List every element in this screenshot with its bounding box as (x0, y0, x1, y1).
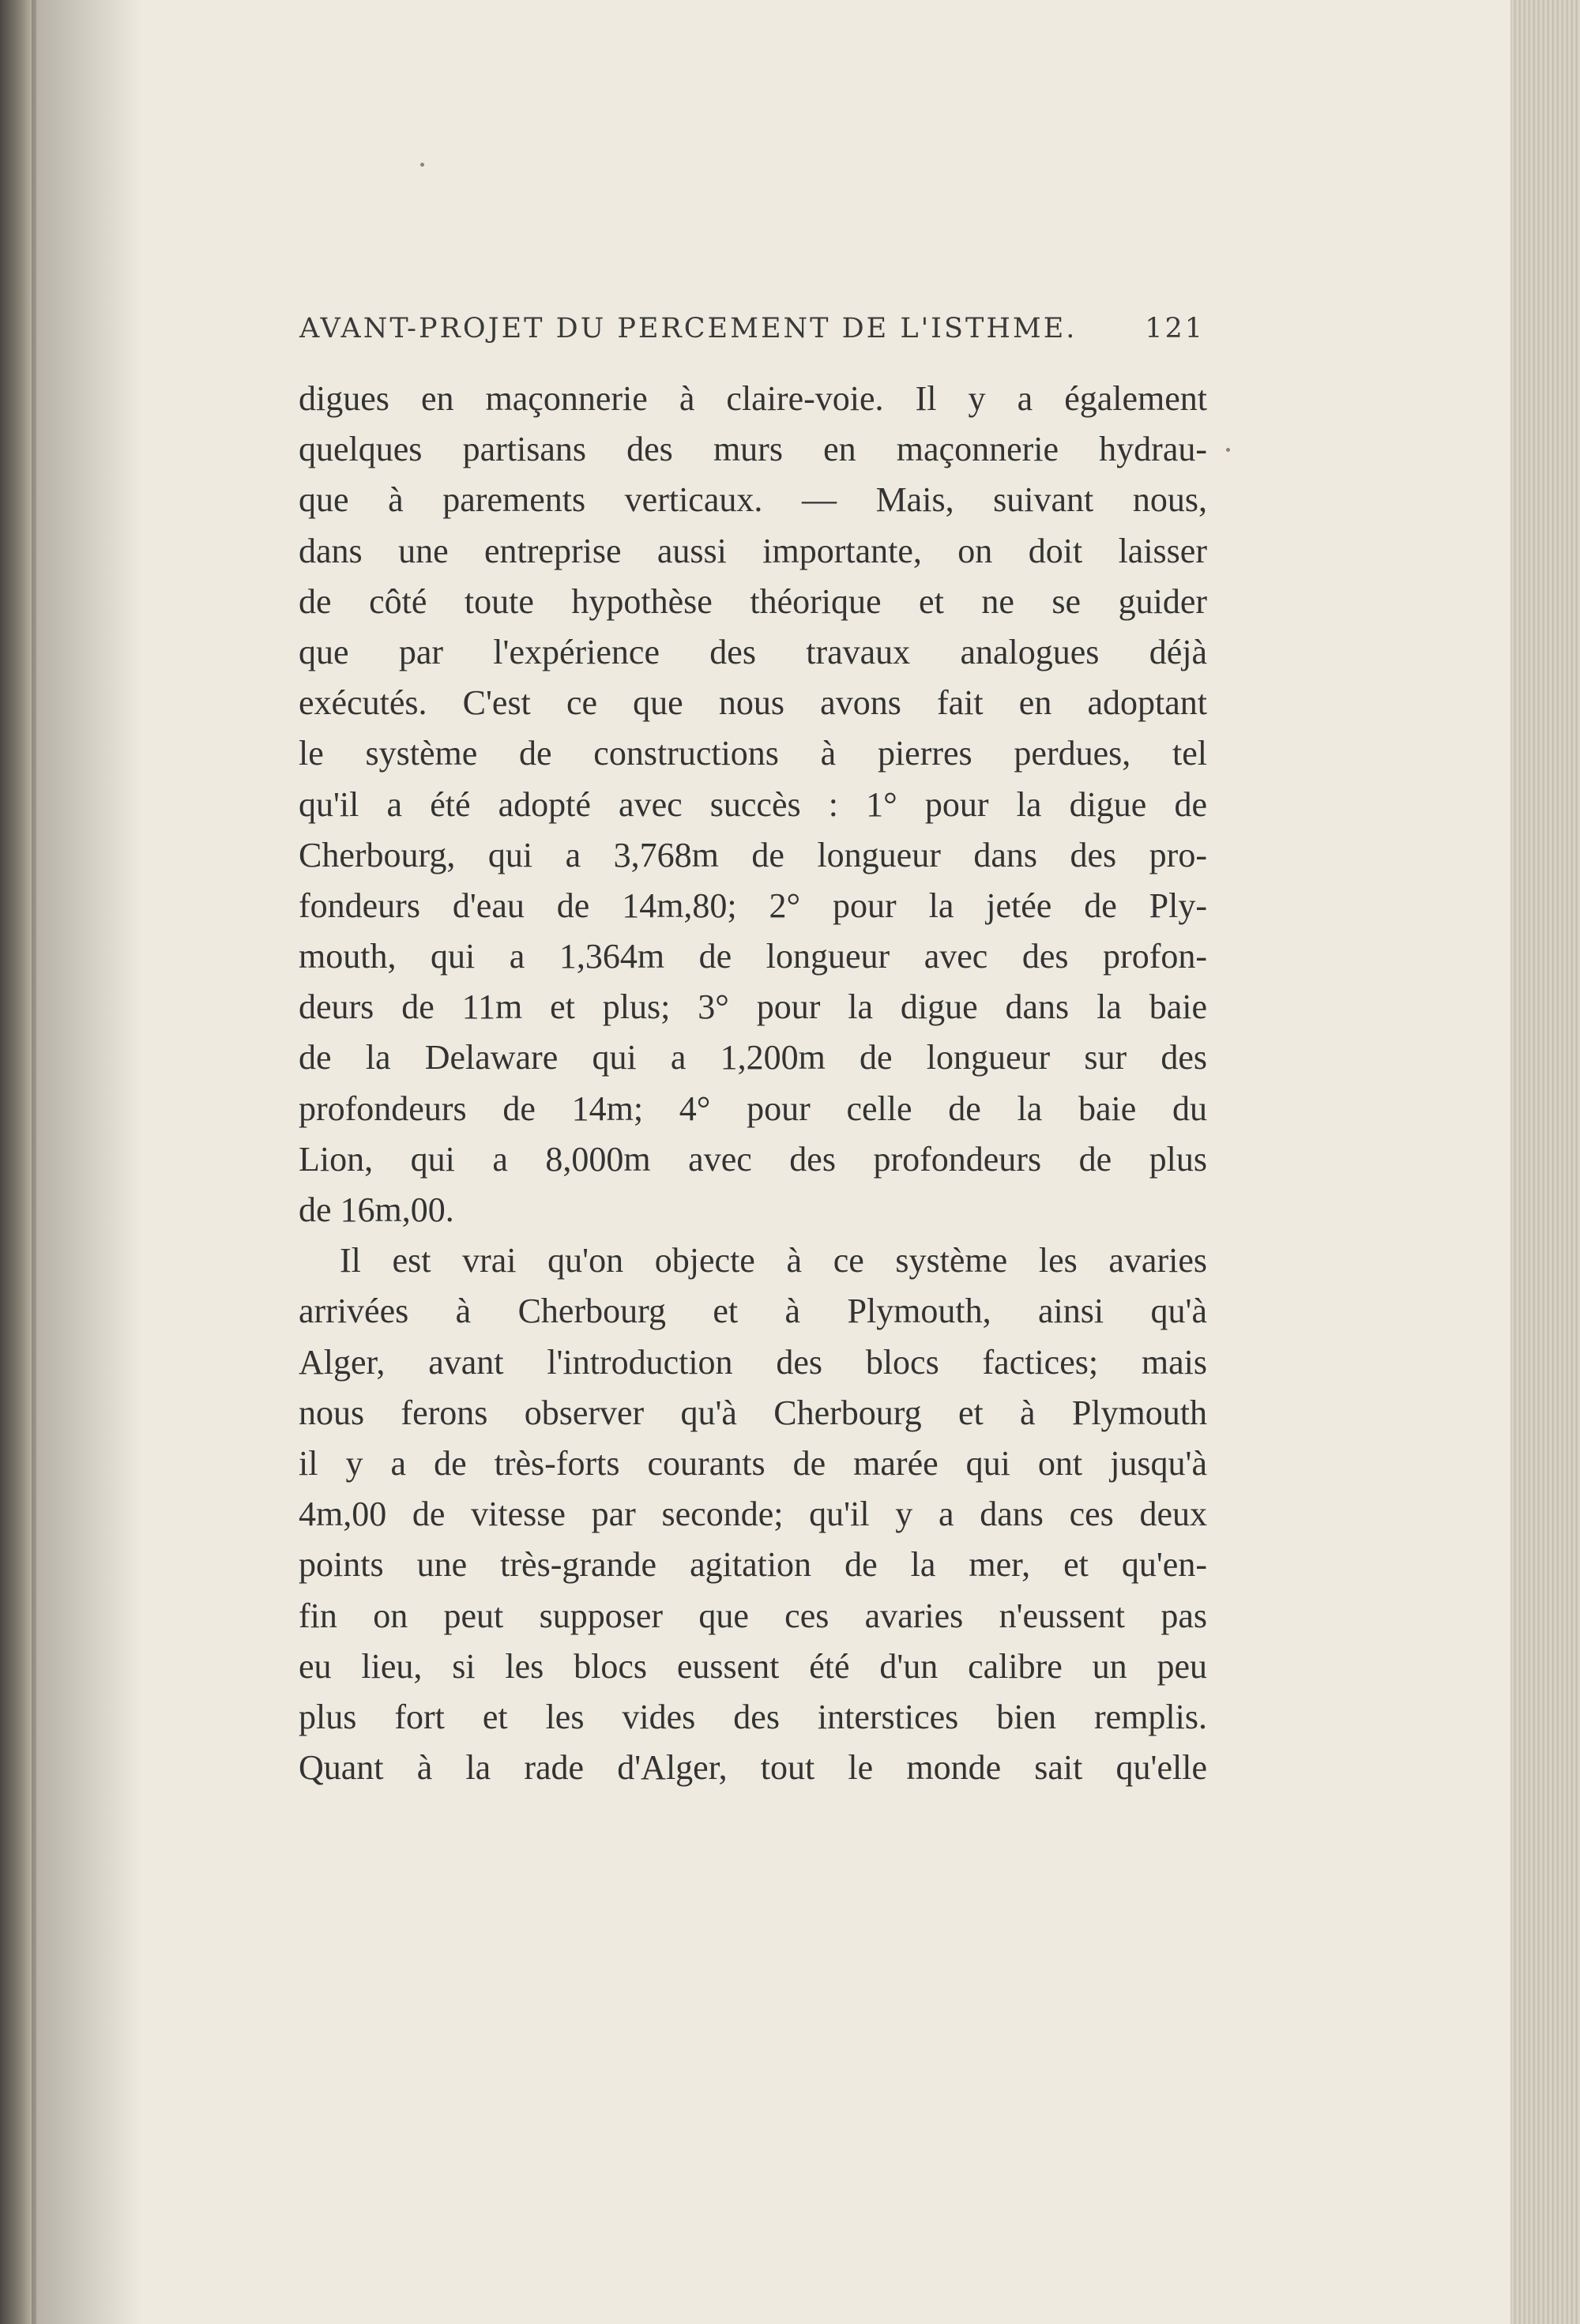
text-line: le système de constructions à pierres perdues, tel (299, 734, 1207, 773)
text-line: Alger, avant l'introduction des blocs factices; mais (299, 1342, 1207, 1382)
text-line: plus fort et les vides des interstices bien remplis. (299, 1697, 1207, 1736)
spine-shadow (32, 0, 142, 2324)
text-line: dans une entreprise aussi importante, on doit laisser (299, 531, 1207, 570)
running-header (299, 313, 1205, 360)
text-line: qu'il a été adopté avec succès : 1° pour la digue de (299, 784, 1207, 824)
text-line: digues en maçonnerie à claire-voie. Il y a également (299, 379, 1207, 418)
text-line: de côté toute hypothèse théorique et ne se guider (299, 581, 1207, 621)
text-line: fin on peut supposer que ces avaries n'eussent pas (299, 1596, 1207, 1635)
text-line: fondeurs d'eau de 14m,80; 2° pour la jetée de Ply- (299, 886, 1207, 925)
text-line: que par l'expérience des travaux analogues déjà (299, 632, 1207, 671)
text-line: de 16m,00. (299, 1190, 454, 1229)
paragraph (299, 374, 1207, 1235)
paragraph (299, 1235, 1207, 1793)
paper-speck (1226, 448, 1230, 452)
text-line: profondeurs de 14m; 4° pour celle de la baie du (299, 1089, 1207, 1128)
text-line: Il est vrai qu'on objecte à ce système les avaries (340, 1241, 1207, 1280)
text-line: 4m,00 de vitesse par seconde; qu'il y a dans ces deux (299, 1495, 1207, 1534)
text-line: que à parements verticaux. — Mais, suivant nous, (299, 480, 1207, 520)
body-text (299, 374, 1207, 1793)
text-line: quelques partisans des murs en maçonnerie hydrau- (299, 430, 1207, 469)
text-line: nous ferons observer qu'à Cherbourg et à Plymouth (299, 1393, 1207, 1432)
text-line: exécutés. C'est ce que nous avons fait en adoptant (299, 683, 1207, 723)
text-line: arrivées à Cherbourg et à Plymouth, ainsi qu'à (299, 1292, 1207, 1331)
paper-speck (420, 163, 424, 167)
text-line: deurs de 11m et plus; 3° pour la digue dans la baie (299, 987, 1207, 1027)
text-line: il y a de très-forts courants de marée qui ont jusqu'à (299, 1443, 1207, 1483)
text-line: Quant à la rade d'Alger, tout le monde sait qu'elle (299, 1748, 1207, 1788)
text-line: eu lieu, si les blocs eussent été d'un calibre un peu (299, 1646, 1207, 1686)
page-number: 121 (1145, 313, 1205, 344)
running-title: AVANT-PROJET DU PERCEMENT DE L'ISTHME. (299, 313, 1078, 344)
text-line: Lion, qui a 8,000m avec des profondeurs de plus (299, 1139, 1207, 1179)
text-line: de la Delaware qui a 1,200m de longueur sur des (299, 1038, 1207, 1077)
page-stack-edge (1510, 0, 1580, 2324)
text-line: mouth, qui a 1,364m de longueur avec des profon- (299, 937, 1207, 976)
text-line: points une très-grande agitation de la mer, et qu'en- (299, 1545, 1207, 1585)
text-line: Cherbourg, qui a 3,768m de longueur dans des pro- (299, 835, 1207, 874)
